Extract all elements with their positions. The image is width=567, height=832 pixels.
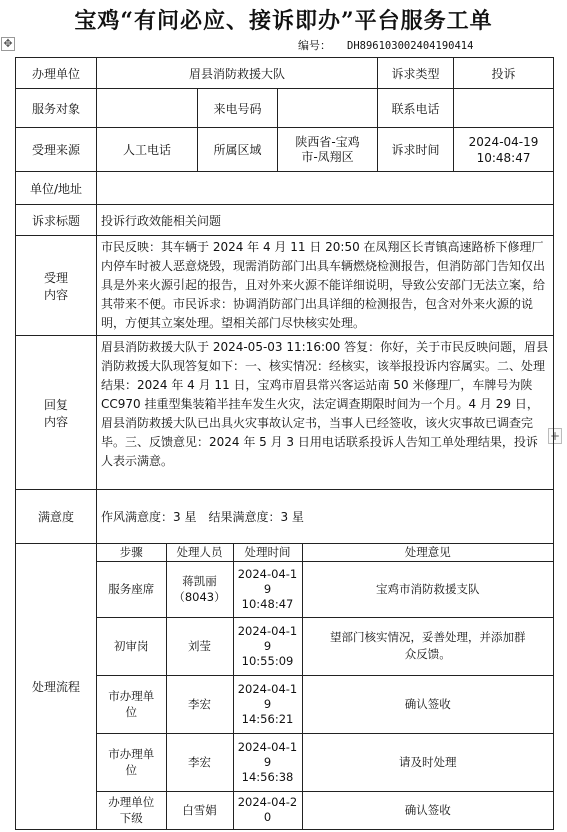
process-table <box>97 544 553 829</box>
handle-unit-value: 眉县消防救援大队 <box>97 58 378 89</box>
serial-number <box>298 37 473 53</box>
serial-value: DH896103002404190414 <box>347 40 474 52</box>
accept-label-line: 受理 <box>43 270 68 285</box>
complaint-title-value: 投诉行政效能相关问题 <box>97 205 554 236</box>
time-line: 9 <box>263 754 272 769</box>
source-label: 受理来源 <box>16 128 97 172</box>
process-person <box>166 733 233 791</box>
time-line: 10:48:47 <box>241 596 294 611</box>
complaint-type-label: 诉求类型 <box>378 58 454 89</box>
accept-label-line: 内容 <box>43 287 68 302</box>
reply-content-text: 眉县消防救援大队于 2024-05-03 11:16:00 答复：你好，关于市民反映问题，眉县消防救援大队现答复如下：一、核实情况：经核实，该举报投诉内容属实。二、处理结果：2024 年 4 月 11 日，宝鸡市眉县常兴客运站南 50 米修理厂，车牌号为陕 CC970 挂重型集装箱半挂车发生火灾，法定调查期限时间为一个月。4 月 29 日，眉县消防救援大队已出具火灾事故认定书，当事人已经签收，该火灾事故已调查完毕。三、反馈意见：2024 年 5 月 3 日用电话联系投诉人告知工单处理结果，投诉人表示满意。 <box>97 336 554 490</box>
reply-label-line: 回复 <box>43 397 68 412</box>
step-line: 初审岗 <box>114 639 149 653</box>
person-line: 李宏 <box>188 755 211 769</box>
person-line: 蒋凯丽 <box>182 574 217 588</box>
complaint-time-value <box>454 128 554 172</box>
complaint-title-label: 诉求标题 <box>16 205 97 236</box>
process-step <box>97 791 166 829</box>
process-person <box>166 617 233 675</box>
process-step <box>97 617 166 675</box>
person-line: 白雪娟 <box>182 803 217 818</box>
complaint-date: 2024-04-19 <box>468 134 539 149</box>
time-line: 2024-04-1 <box>237 739 298 754</box>
process-person <box>166 561 233 617</box>
person-line: 李宏 <box>188 697 211 711</box>
complaint-time-label: 诉求时间 <box>378 128 454 172</box>
process-header-opinion: 处理意见 <box>302 544 553 561</box>
service-target-value <box>97 89 198 128</box>
satisfaction-label: 满意度 <box>16 490 97 544</box>
region-line: 陕西省-宝鸡 <box>295 134 360 149</box>
style-satisfaction: 作风满意度：3 星 <box>101 510 197 524</box>
region-value <box>278 128 378 172</box>
time-line: 2024-04-2 <box>237 795 298 810</box>
process-step <box>97 733 166 791</box>
process-header-step: 步骤 <box>97 544 166 561</box>
caller-phone-label: 来电号码 <box>198 89 278 128</box>
step-line: 市办理单 <box>108 689 155 703</box>
handle-unit-label: 办理单位 <box>16 58 97 89</box>
time-line: 10:55:09 <box>241 653 294 668</box>
process-step <box>97 561 166 617</box>
step-line: 位 <box>125 763 137 777</box>
process-opinion <box>302 675 553 733</box>
process-flow-cell <box>97 544 554 830</box>
accept-content-label <box>16 236 97 336</box>
table-row <box>97 675 553 733</box>
reply-content-label <box>16 336 97 490</box>
process-opinion <box>302 791 553 829</box>
page-title: 宝鸡“有问必应、接诉即办”平台服务工单 <box>74 8 493 34</box>
contact-phone-label: 联系电话 <box>378 89 454 128</box>
source-value: 人工电话 <box>97 128 198 172</box>
reply-label-line: 内容 <box>43 414 68 429</box>
result-satisfaction: 结果满意度：3 星 <box>208 510 304 524</box>
unit-address-label: 单位/地址 <box>16 172 97 205</box>
process-time <box>233 675 302 733</box>
opinion-line: 宝鸡市消防救援支队 <box>376 581 480 596</box>
opinion-line: 众反馈。 <box>404 647 451 661</box>
step-line: 市办理单 <box>108 747 155 761</box>
service-target-label: 服务对象 <box>16 89 97 128</box>
time-line: 14:56:38 <box>241 769 294 784</box>
unit-address-value <box>97 172 554 205</box>
time-line: 0 <box>263 810 272 825</box>
process-time <box>233 791 302 829</box>
process-flow-label: 处理流程 <box>16 544 97 830</box>
process-header-time: 处理时间 <box>233 544 302 561</box>
process-time <box>233 561 302 617</box>
process-opinion <box>302 617 553 675</box>
opinion-line: 请及时处理 <box>399 754 457 769</box>
process-step <box>97 675 166 733</box>
process-person <box>166 791 233 829</box>
process-header-row <box>97 544 553 561</box>
table-row <box>97 561 553 617</box>
process-time <box>233 733 302 791</box>
step-line: 办理单位 <box>108 795 155 810</box>
table-row <box>97 617 553 675</box>
table-move-handle-icon[interactable]: ✥ <box>1 37 15 51</box>
table-row <box>97 733 553 791</box>
accept-content-text: 市民反映：其车辆于 2024 年 4 月 11 日 20:50 在凤翔区长青镇高速路桥下修理厂内停车时被人恶意烧毁，现需消防部门出具车辆燃烧检测报告，但消防部门告知仅出具是外来火源引起的报告，且对外来火源不能详细说明，导致公安部门无法立案，给其带来不便。市民诉求：协调消防部门出具详细的检测报告，包含对外来火源的说明，方便其立案处理。望相关部门尽快核实处理。 <box>97 236 554 336</box>
process-header-person: 处理人员 <box>166 544 233 561</box>
add-column-plus-icon[interactable]: + <box>549 429 561 443</box>
opinion-line: 确认签收 <box>404 802 451 817</box>
region-line: 市-凤翔区 <box>301 149 354 164</box>
process-opinion <box>302 733 553 791</box>
time-line: 9 <box>263 696 272 711</box>
table-row <box>97 791 553 829</box>
contact-phone-value <box>454 89 554 128</box>
process-time <box>233 617 302 675</box>
serial-label: 编号： <box>298 39 331 52</box>
time-line: 2024-04-1 <box>237 681 298 696</box>
caller-phone-value <box>278 89 378 128</box>
time-line: 2024-04-1 <box>237 566 298 581</box>
process-person <box>166 675 233 733</box>
complaint-clock: 10:48:47 <box>476 150 531 165</box>
complaint-type-value: 投诉 <box>454 58 554 89</box>
time-line: 14:56:21 <box>241 711 294 726</box>
process-opinion <box>302 561 553 617</box>
work-order-table <box>15 57 554 830</box>
time-line: 9 <box>263 581 272 596</box>
step-line: 位 <box>125 705 137 719</box>
step-line: 下级 <box>119 811 143 826</box>
step-line: 服务座席 <box>108 582 155 596</box>
person-line: （8043） <box>173 590 226 604</box>
satisfaction-value <box>97 490 554 544</box>
time-line: 9 <box>263 638 272 653</box>
time-line: 2024-04-1 <box>237 623 298 638</box>
region-label: 所属区域 <box>198 128 278 172</box>
person-line: 刘莹 <box>188 639 211 653</box>
opinion-line: 确认签收 <box>404 696 451 711</box>
opinion-line: 望部门核实情况，妥善处理，并添加群 <box>330 630 526 644</box>
